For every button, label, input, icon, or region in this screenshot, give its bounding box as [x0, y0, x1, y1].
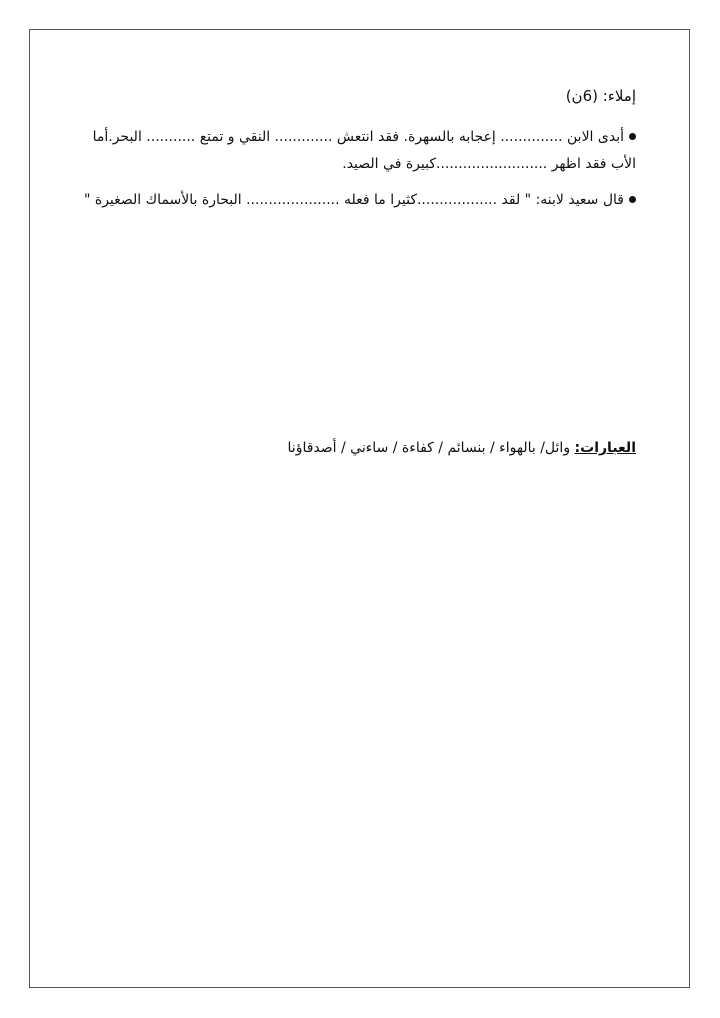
exercise-paragraph-2 [80, 187, 636, 214]
phrases-items: وائل/ بالهواء / بنسائم / كفاءة / ساءني / أصدقاؤنا [287, 440, 571, 456]
bullet-icon [629, 133, 636, 140]
paragraph-1-text: أبدى الابن .............. إعجابه بالسهرة. فقد انتعش ............. النقي و تمتع ........... البحر.أما الأب فقد اظهر .........................كبيرة في الصيد. [92, 129, 636, 172]
paragraph-2-text: قال سعيد لابنه: " لقد ..................كثيرا ما فعله ..................... البحارة بالأسماك الصغيرة " [83, 192, 624, 208]
phrases-label: العبارات: [574, 440, 636, 456]
exercise-paragraph-1 [80, 124, 636, 178]
bullet-icon [629, 196, 636, 203]
exercise-title: إملاء: (6ن) [565, 87, 636, 105]
phrases-line [80, 440, 636, 456]
